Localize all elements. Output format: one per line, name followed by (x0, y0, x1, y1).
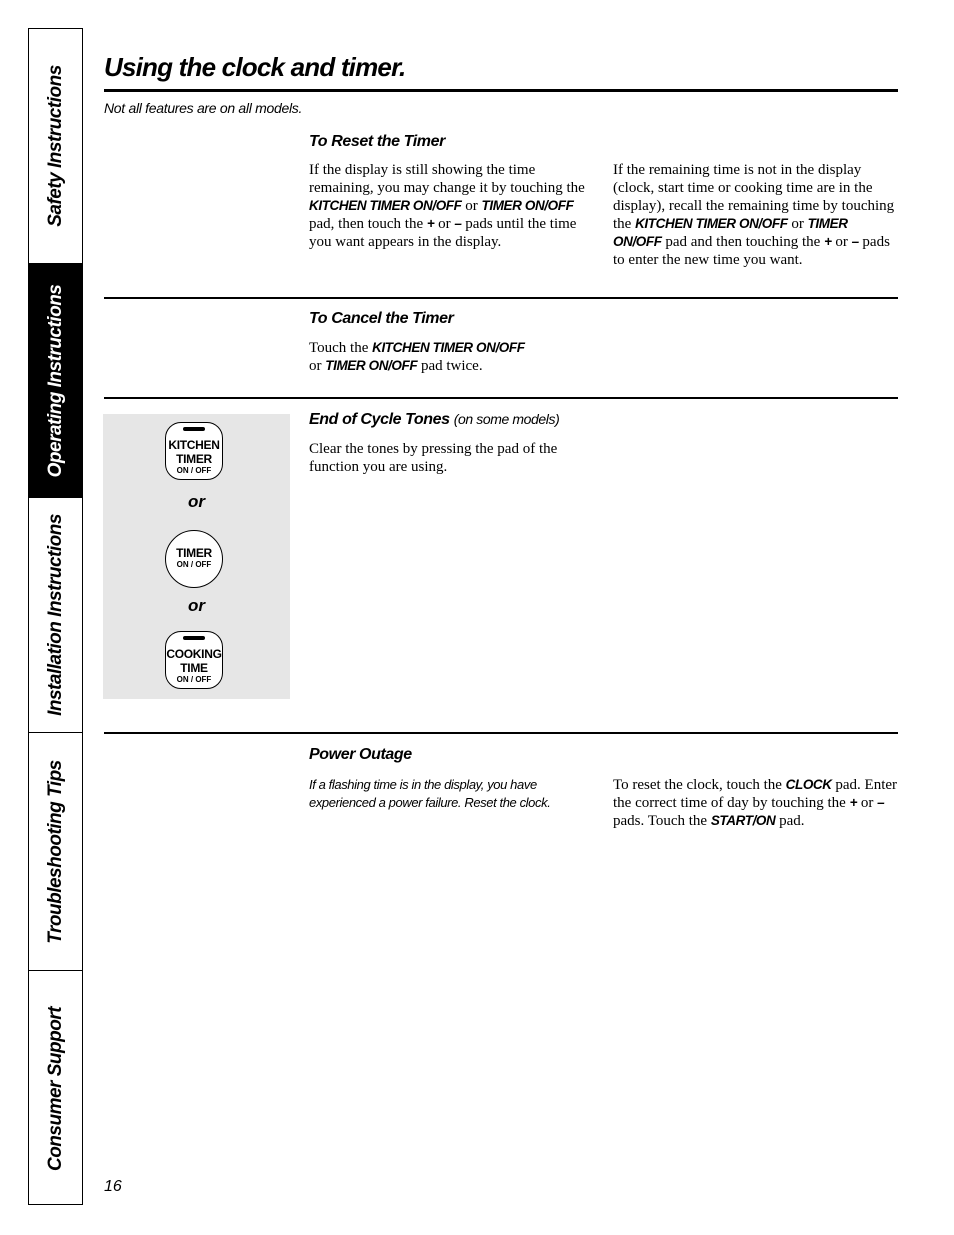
reset-text-col2 (613, 161, 898, 269)
text-run: or (787, 216, 808, 232)
pad-name: – (851, 234, 859, 249)
outage-text-col1: If a flashing time is in the display, you have experienced a power failure. Reset the clock. (309, 777, 551, 810)
text-run: If the display is still showing the time remaining, you may change it by touching the (309, 162, 585, 196)
outage-text-col2 (613, 776, 898, 830)
pad-name: TIMER ON/OFF (325, 358, 418, 373)
pad-name: + (824, 234, 832, 249)
pad-name: KITCHEN TIMER ON/OFF (372, 340, 525, 355)
text-run: or (309, 358, 322, 374)
text-run: or (831, 234, 852, 250)
pad-name: TIMER ON/OFF (613, 216, 848, 249)
pad-name: CLOCK (785, 777, 832, 792)
text-run: pads to enter the new time you want. (613, 234, 890, 268)
text-run: pad twice. (417, 358, 483, 374)
divider (104, 397, 898, 399)
cooking-time-pad: COOKING TIME ON / OFF (165, 631, 223, 689)
text-run: pads. Touch the (613, 813, 711, 829)
pad-name: KITCHEN TIMER ON/OFF (635, 216, 788, 231)
page-number: 16 (104, 1178, 122, 1195)
text-run: pads until the time you want appears in the display. (309, 216, 577, 250)
tab-consumer-support[interactable]: Consumer Support (44, 1006, 66, 1171)
text-run: pad. (775, 813, 805, 829)
pad-name: KITCHEN TIMER ON/OFF (309, 198, 462, 213)
or-label: or (188, 596, 205, 615)
reset-heading: To Reset the Timer (309, 133, 445, 150)
text-run: pad and then touching the (661, 234, 825, 250)
section-tabs (28, 28, 83, 1205)
pad-name: – (877, 795, 885, 810)
text-run: Touch the (309, 340, 373, 356)
reset-text-col1 (309, 161, 589, 251)
pad-name: TIMER ON/OFF (481, 198, 574, 213)
divider (104, 297, 898, 299)
pad-name: – (454, 216, 462, 231)
text-run: pad. Enter the correct time of day by touching the (613, 777, 898, 811)
text-run: Clear the tones by pressing the pad of the function you are using. (309, 441, 558, 475)
text-run: pad, then touch the (309, 216, 427, 232)
tones-heading: End of Cycle Tones (on some models) (309, 411, 560, 428)
text-run: If the remaining time is not in the display (clock, start time or cooking time are in the display), recall the remaining time by touching the (613, 162, 895, 232)
tab-operating-instructions[interactable]: Operating Instructions (29, 264, 82, 498)
pad-name: + (849, 795, 858, 810)
pad-illustration (103, 414, 290, 699)
tab-safety-instructions[interactable]: Safety Instructions (29, 29, 82, 264)
pad-name: + (426, 216, 435, 231)
text-run: or (461, 198, 482, 214)
divider (104, 732, 898, 734)
title-rule (104, 89, 898, 92)
outage-heading: Power Outage (309, 746, 412, 763)
tab-installation-instructions[interactable]: Installation Instructions (29, 498, 82, 733)
text-run: To reset the clock, touch the (613, 777, 786, 793)
tab-troubleshooting-tips[interactable]: Troubleshooting Tips (29, 733, 82, 971)
tones-text (309, 440, 589, 476)
text-run: or (857, 795, 878, 811)
cancel-heading: To Cancel the Timer (309, 310, 454, 327)
page-title: Using the clock and timer. (104, 52, 406, 82)
timer-pad: TIMER ON / OFF (165, 530, 223, 588)
models-note: Not all features are on all models. (104, 100, 303, 116)
cancel-text (309, 339, 589, 375)
indicator-bar (183, 636, 205, 640)
indicator-bar (183, 427, 205, 431)
text-run: or (434, 216, 455, 232)
or-label: or (188, 492, 205, 511)
pad-name: START/ON (710, 813, 776, 828)
kitchen-timer-pad: KITCHEN TIMER ON / OFF (165, 422, 223, 480)
